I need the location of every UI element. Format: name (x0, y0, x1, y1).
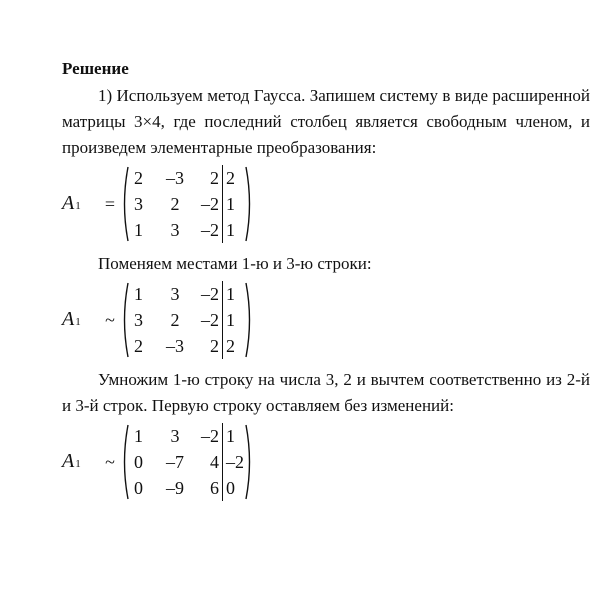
matrix-cell: 0 (134, 452, 143, 472)
left-paren-icon (120, 423, 130, 501)
matrix-cell: 3 (170, 220, 180, 240)
matrix-cell-free-term: 1 (222, 191, 244, 217)
matrix-block-2 (62, 281, 590, 359)
matrix-label: A 1 (62, 191, 81, 214)
matrix-cell: –2 (201, 310, 219, 330)
right-paren-icon (244, 423, 254, 501)
paragraph-gauss-method: 1) Используем метод Гаусса. Запишем систему в виде расширенной матрицы 3×4, где последний столбец является свободным членом, и произведем элементарные преобразования: (62, 86, 590, 157)
matrix-cell: 0 (134, 478, 143, 498)
matrix-cell: 2 (170, 310, 180, 330)
matrix-cell: 3 (170, 284, 180, 304)
tilde-sign: ~ (105, 452, 115, 472)
matrix-cell: 1 (134, 284, 143, 304)
matrix-cell: 3 (170, 426, 180, 446)
matrix-cell: 1 (134, 426, 143, 446)
augmented-matrix-3 (120, 423, 254, 501)
paragraph-swap-rows: Поменяем местами 1-ю и 3-ю строки: (98, 254, 372, 273)
paragraph-row-operations: Умножим 1-ю строку на числа 3, 2 и вычтем соответственно из 2-й и 3-й строк. Первую строку оставляем без изменений: (62, 370, 590, 415)
matrix-cell-free-term: 1 (222, 423, 244, 449)
matrix-block-3 (62, 423, 590, 501)
matrix-cell: –2 (201, 284, 219, 304)
matrix-cell: –3 (166, 336, 184, 356)
solution-document (62, 56, 590, 509)
matrix-cell: –2 (201, 194, 219, 214)
left-paren-icon (120, 165, 130, 243)
matrix-cell: –7 (166, 452, 184, 472)
matrix-cell-free-term: 1 (222, 307, 244, 333)
matrix-label: A 1 (62, 307, 81, 330)
tilde-sign: ~ (105, 310, 115, 330)
solution-heading: Решение (62, 59, 129, 78)
matrix-cell: 4 (210, 452, 219, 472)
right-paren-icon (244, 281, 254, 359)
matrix-cell: 2 (134, 336, 143, 356)
matrix-cell: 2 (210, 336, 219, 356)
matrix-cell: 1 (134, 220, 143, 240)
matrix-grid (130, 281, 244, 359)
right-paren-icon (244, 165, 254, 243)
left-paren-icon (120, 281, 130, 359)
matrix-cell: 6 (210, 478, 219, 498)
matrix-grid (130, 423, 244, 501)
matrix-cell: 2 (134, 168, 143, 188)
matrix-label: A 1 (62, 449, 81, 472)
augmented-matrix-2 (120, 281, 254, 359)
matrix-cell-free-term: 0 (222, 475, 244, 501)
matrix-block-1 (62, 165, 590, 243)
equals-sign: = (104, 194, 116, 214)
matrix-cell: –9 (166, 478, 184, 498)
augmented-matrix-1 (120, 165, 254, 243)
matrix-cell: 2 (210, 168, 219, 188)
matrix-cell: 2 (170, 194, 180, 214)
matrix-cell-free-term: 2 (222, 333, 244, 359)
matrix-cell-free-term: 1 (222, 281, 244, 307)
matrix-cell-free-term: 2 (222, 165, 244, 191)
matrix-cell-free-term: –2 (222, 449, 244, 475)
matrix-cell-free-term: 1 (222, 217, 244, 243)
matrix-cell: –3 (166, 168, 184, 188)
matrix-cell: 3 (134, 194, 143, 214)
matrix-cell: –2 (201, 426, 219, 446)
matrix-grid (130, 165, 244, 243)
matrix-cell: 3 (134, 310, 143, 330)
matrix-cell: –2 (201, 220, 219, 240)
